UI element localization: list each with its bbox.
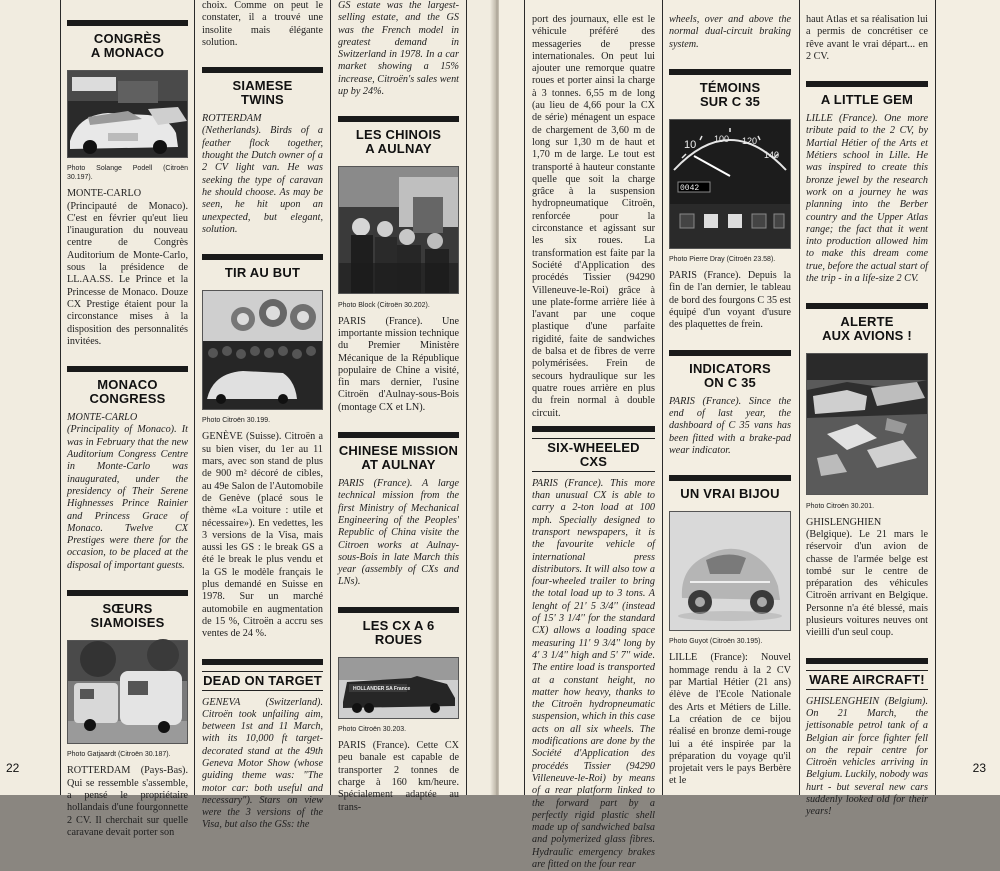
monaco-text-en: MONTE-CARLO (Principality of Monaco). It was in February that the new Auditorium Congress Centre in Monte-Carlo was inaugurated, under the presidency of Their Serene Highnesses Prince Rainier and Princess Grace of Monaco. Twelve CX Prestiges were there for the occasion, to be placed at the disposal of important guests.: [67, 412, 188, 571]
dial-10: 10: [684, 138, 697, 151]
right-page: [499, 0, 1000, 870]
left-column-2: [202, 0, 323, 831]
heading-bar: [806, 81, 928, 87]
column-rule: [466, 0, 467, 795]
motor-show-photo: [202, 290, 323, 410]
right-column-1: [532, 0, 655, 870]
dashboard-photo: [669, 119, 791, 249]
ware-text-en: GHISLENGHEIN (Belgium). On 21 March, the jettisonable petrol tank of a Belgian air force fighter fell on the repair centre for Citroën vehicles arriving in Belgium. Luckily, nobody was hurt - but several new cars suddenly looked old for their years!: [806, 695, 928, 818]
bronze-2cv-photo-caption: Photo Guyot (Citroën 30.195).: [669, 638, 763, 646]
alerte-text-fr: GHISLENGHIEN (Belgique). Le 21 mars le réservoir d'un avion de chasse de l'armée belge est tombé sur le centre de préparation des véhicules Citroën arrivant en Belgique. Personne n'a été blessé, mais plusieurs voitures neuves ont vieilli d'un seul coup.: [806, 516, 928, 639]
heading-bar: [67, 20, 188, 26]
lescx-heading: LES CX A 6 ROUES: [362, 617, 435, 647]
column-rule: [799, 0, 800, 795]
twins-photo: [67, 640, 188, 744]
twins-photo-caption: Photo Gatjaardt (Citroën 30.187).: [67, 751, 171, 759]
column-rule: [662, 0, 663, 795]
tir-text-fr: GENÈVE (Suisse). Citroën a su bien viser, du 1er au 11 mars, avec son stand de plus de 900 m² décoré de cibles, au 49e Salon de l'Automobile de Genève (placé sous le thème «La voiture : utile et nécessaire»). En vedettes, les 3 versions de la Visa, mais aussi les GS : le break GS a été le break le plus vendu et la GS le modèle français le plus demandé en Suisse en 1978. Sur un marché automobile en augmentation de 15 %, Citroën a accru ses ventes de 24 %.: [202, 431, 323, 640]
bijou-text-fr: LILLE (France): Nouvel hommage rendu à la 2 CV par Martial Hétier (21 ans) élève de l'Ecole Nationale des Arts et Métiers de Lille. La création de ce bijou réalisé en bronze demi-rouge lui a été inspirée par la préparation du voyage qu'il projetait vers le pays Berbère et le: [669, 652, 791, 787]
congress-photo: [67, 70, 188, 158]
heading-bar: [669, 69, 791, 75]
heading-bar: [67, 366, 188, 372]
indicators-text-en: PARIS (France). Since the end of last year, the dashboard of C 35 vans has been fitted with a brake-pad wear indicator.: [669, 395, 791, 456]
right-column-3: [806, 0, 928, 818]
congres-heading: CONGRÈS A MONACO: [90, 31, 165, 60]
chinese-text-en: PARIS (France). A large technical mission from the first Ministry of Mechanical Engineering of the Peoples' Republic of China visite the Citroen works at Aulnay-sous-Bois in late March this year (assembly of CXs and LNs).: [338, 478, 459, 588]
chinois-heading: LES CHINOIS A AULNAY: [355, 127, 442, 157]
left-column-3: [338, 0, 459, 813]
heading-bar: [669, 475, 791, 481]
dead-text-en-cont: GS estate was the largest-selling estate, and the GS was the French model in greatest demand in Switzerland in 1978. In a car market showing a 15% increase, Citroën's sales went up by 24%.: [338, 0, 459, 98]
heading-bar: [806, 658, 928, 664]
truck-lettering: HOLLANDER SA France: [353, 685, 411, 692]
soeurs-text-fr: ROTTERDAM (Pays-Bas). Qui se ressemble s'assemble, a pensé le propriétaire hollandais d'une fourgonnette 2 CV. Il cherchait sur quelle caravane devait porter son: [67, 765, 188, 838]
column-rule: [524, 0, 525, 795]
heading-bar: [67, 590, 188, 596]
heading-bar: [806, 303, 928, 309]
page-number-left: 22: [6, 761, 20, 775]
gem-heading: A LITTLE GEM: [820, 92, 914, 108]
column-rule: [194, 0, 195, 795]
dead-heading: DEAD ON TARGET: [202, 671, 323, 691]
monaco-heading: MONACO CONGRESS: [89, 377, 166, 407]
temoins-heading: TÉMOINS SUR C 35: [699, 79, 761, 109]
congres-text-fr: MONTE-CARLO (Principauté de Monaco). C'est en février qu'eut lieu l'inauguration du nouveau centre de Congrès Auditorium de Monte-Carlo, sous la présidence de LL.AA.SS. Le Prince et la Princesse de Monaco. Douze CX Prestige étaient pour la circonstance mises à la disposition des personnalités invitées.: [67, 188, 188, 347]
left-column-1: [67, 0, 188, 838]
page-number-right: 23: [972, 761, 986, 775]
dial-140: 140: [764, 149, 780, 160]
dial-100: 100: [714, 133, 730, 144]
column-rule: [60, 0, 61, 795]
temoins-text-fr: PARIS (France). Depuis la fin de l'an dernier, le tableau de bord des fourgons C 35 est équipé d'un voyant d'usure des plaquettes de frein.: [669, 270, 791, 331]
heading-bar: [338, 432, 459, 438]
indicators-heading: INDICATORS ON C 35: [689, 360, 771, 390]
bronze-2cv-photo: [669, 511, 791, 631]
chinese-heading: CHINESE MISSION AT AULNAY: [338, 443, 459, 473]
dial-120: 120: [742, 135, 758, 146]
heading-bar: [202, 659, 323, 665]
siamese-heading: SIAMESE TWINS: [232, 78, 293, 108]
congress-photo-caption: Photo Solange Podell (Citroën 30.197).: [67, 165, 188, 182]
bijou-text-fr-cont: haut Atlas et sa réalisation lui a permis de concrétiser ce rêve avant le vrai départ... en 2 CV.: [806, 14, 928, 62]
soeurs-heading: SŒURS SIAMOISES: [90, 601, 165, 631]
bijou-heading: UN VRAI BIJOU: [680, 486, 780, 502]
heading-bar: [338, 116, 459, 122]
left-page: [0, 0, 495, 838]
chinois-text-fr: PARIS (France). Une importante mission technique du Premier Ministère Mécanique de la République populaire de Chine a visité, fin mars dernier, l'usine Citroën d'Aulnay-sous-Bois (montage CX et LN).: [338, 315, 459, 413]
column-rule: [935, 0, 936, 795]
odometer: 0042: [680, 183, 700, 193]
heading-bar: [202, 67, 323, 73]
motor-show-photo-caption: Photo Citroën 30.199.: [202, 417, 271, 425]
heading-bar: [532, 426, 655, 432]
heading-bar: [202, 254, 323, 260]
dashboard-photo-caption: Photo Pierre Dray (Citroën 23.58).: [669, 256, 776, 264]
gem-text-en: LILLE (France). One more tribute paid to the 2 CV, by Martial Hétier of the Arts et Métiers school in Lille. He was inspired to create this bronze jewel by the research work on a journey he was planning into the Berber country and the Upper Atlas range; the fact that it went into production allowed him to make this dream come true, before the actual start of the trip - in a life-size 2 CV.: [806, 113, 928, 285]
six-wheeled-heading: SIX-WHEELED CXS: [532, 438, 655, 472]
six-wheel-cx-photo-caption: Photo Citroën 30.203.: [338, 726, 407, 734]
heading-bar: [669, 350, 791, 356]
siamese-text-en: ROTTERDAM (Netherlands). Birds of a feather flock together, thought the Dutch owner of a 2 CV light van. He was seeking the type of caravan he should choose. As may be seen, he hit upon an unexpected, but elegant, solution.: [202, 113, 323, 235]
dead-text-en: GENEVA (Switzerland). Citroën took unfailing aim, between 1st and 11 March, with its 10,000 ft target-decorated stand at the 49th Geneva Motor Show (whose guiding theme was: "The motor car: both useful and necessary"). Stars on view were the 3 versions of the Visa, but also the GSs: the: [202, 696, 323, 831]
tir-heading: TIR AU BUT: [224, 265, 301, 281]
six-wheel-cx-photo: [338, 657, 459, 719]
right-column-2: [669, 0, 791, 795]
chinese-mission-photo-caption: Photo Block (Citroën 30.202).: [338, 301, 430, 309]
ware-heading: WARE AIRCRAFT!: [806, 670, 928, 690]
aircraft-tank-photo-caption: Photo Citroën 30.201.: [806, 502, 875, 510]
six-wheeled-text-en: PARIS (France). This more than unusual CX is able to carry a 2-ton load at 100 mph. Specially designed to transport newspapers, it is the favourite vehicle of international press distributors. It will also tow a four-wheeled trailer to bring the total load up to 3 tons. A lenght of 21' 5 3/4'' (instead of 15' 3 1/4'' for the standard CX) allows a loading space measuring 11' 9 3/4'' long by 4' 3 1/4'' high and 5' 7'' wide. The entire load is transported at a constant height, no matter how heavy, thanks to the Citroën hydropneumatic suspension, which in this case acts on all six wheels. The modifications are done by the Société d'Application des procédés Tissier (94290 Villeneuve-le-Roi) by means of a rear platform linked to the forward part by a perfectly rigid plastic shell made up of sandwiched balsa and polymerized glass fibres. Hydraulic emergency brakes are fitted on the four rear: [532, 477, 655, 870]
lescx-text-fr: PARIS (France). Cette CX peu banale est capable de transporter 2 tonnes de charge à 160 km/heure. Spécialement adaptée au trans-: [338, 740, 459, 813]
column-rule: [330, 0, 331, 795]
heading-bar: [338, 607, 459, 613]
aircraft-tank-photo: [806, 353, 928, 495]
six-wheeled-text-en-cont: wheels, over and above the normal dual-circuit braking system.: [669, 14, 791, 50]
alerte-heading: ALERTE AUX AVIONS !: [822, 314, 912, 344]
soeurs-text-fr-cont: choix. Comme on peut le constater, il a trouvé une insolite mais élégante solution.: [202, 0, 323, 48]
lescx-text-fr-cont: port des journaux, elle est le véhicule préféré des messageries de presse internationales. On peut lui ajouter une remorque quatre roues et porter ainsi la charge à 3 tonnes. 6,55 m de long (au lieu de 4,66 pour la CX de série) ménagent un espace de chargement de 3,60 m de long sur 1,30 m de haut et 1,70 m de large. Le tout est transporté à hauteur constante quelle que soit la charge grâce à la suspension hydropneumatique Citroën, renforcée pour la circonstance et agissant sur les six roues. La transformation est faite par la Société d'Application des procédés Tissier (94290 Villeneuve-le-Roi) grâce à une plate-forme arrière liée à l'avant par une coque plastique d'une parfaite rigidité, faite de sandwiches de balsa et de fibres de verre polymérisées. Frein de secours hydraulique sur les quatre roues arrière en plus du frein normal à double circuit.: [532, 14, 655, 419]
chinese-mission-photo: [338, 166, 459, 294]
